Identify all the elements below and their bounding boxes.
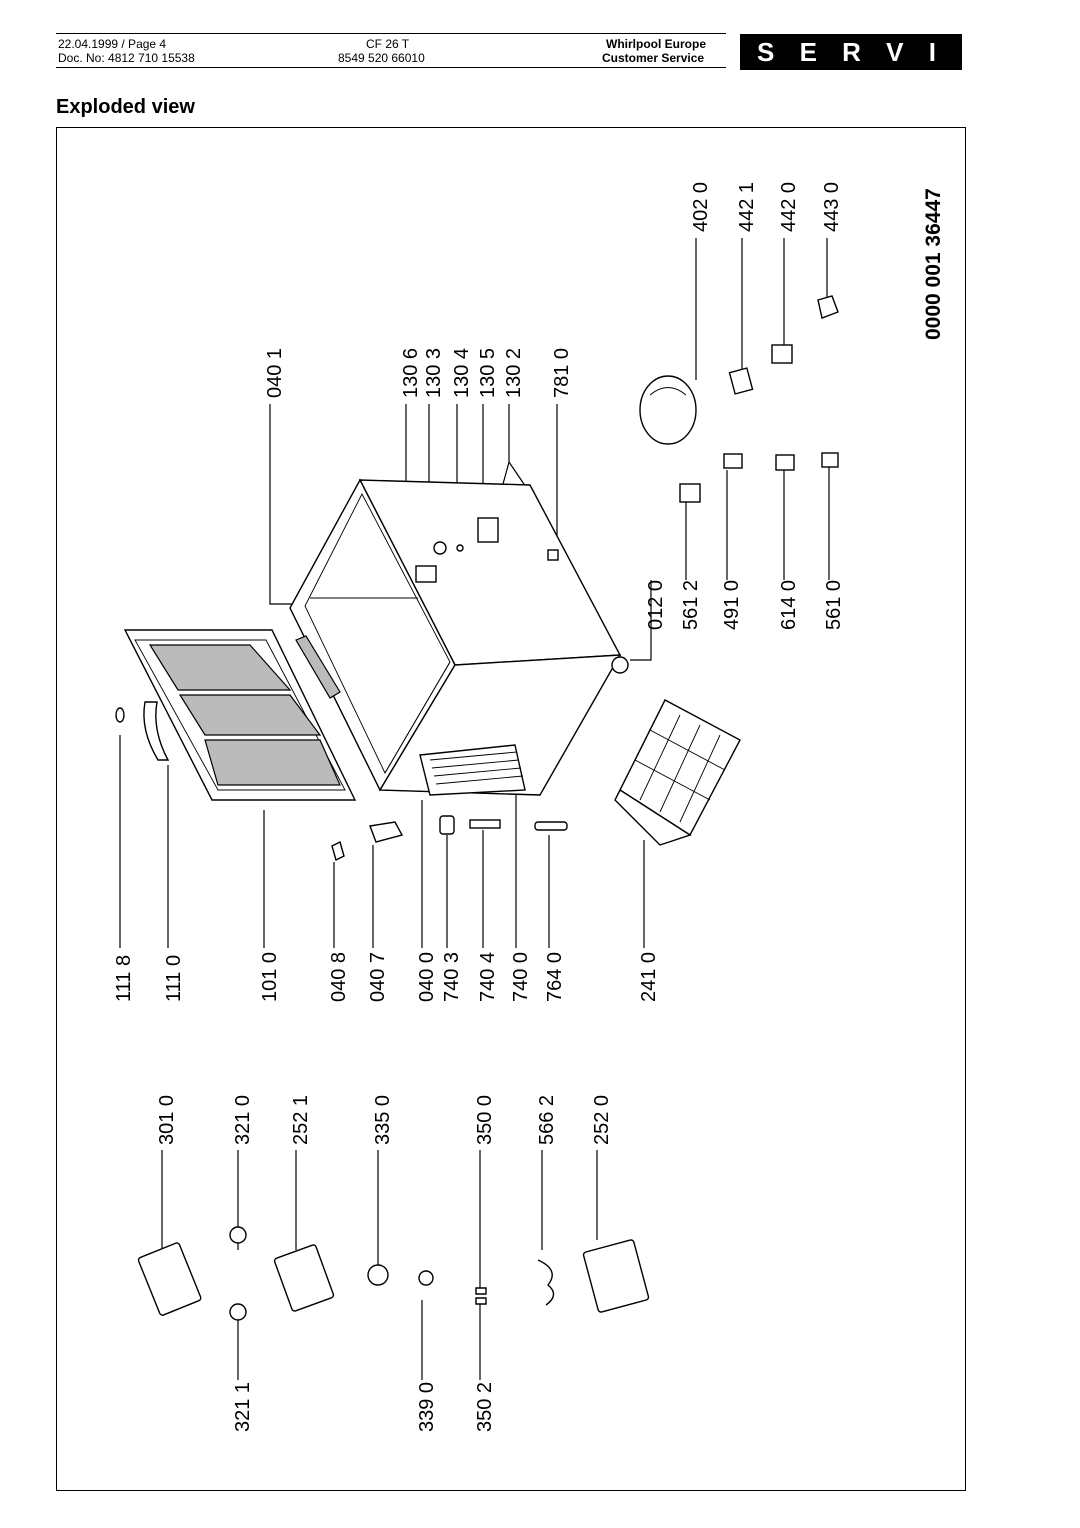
label-443-0: 443 0 <box>821 181 843 232</box>
page-title: Exploded view <box>56 96 195 118</box>
header-department: Customer Service <box>602 51 705 65</box>
label-252-1: 252 1 <box>290 1094 312 1145</box>
label-561-0: 561 0 <box>823 579 845 630</box>
clip-part <box>332 842 344 860</box>
service-banner: S E R V I C E <box>740 34 962 70</box>
header-doc-no: Doc. No: 4812 710 15538 <box>58 51 195 65</box>
header-model-code: 8549 520 66010 <box>338 51 425 65</box>
freezer-cabinet <box>290 480 620 795</box>
labels-group-d <box>645 580 845 630</box>
coil-spring <box>538 1260 554 1305</box>
lamp-a <box>230 1227 246 1243</box>
label-252-0: 252 0 <box>591 1094 613 1145</box>
labels-group-c <box>264 348 573 398</box>
label-241-0: 241 0 <box>638 951 660 1002</box>
label-321-1: 321 1 <box>232 1381 254 1432</box>
thermostat-housing <box>138 1242 202 1316</box>
header-model: CF 26 T <box>366 37 410 51</box>
drain-fitting <box>612 657 628 673</box>
label-350-0: 350 0 <box>474 1094 496 1145</box>
label-740-3: 740 3 <box>441 951 463 1002</box>
label-130-5: 130 5 <box>477 347 499 398</box>
label-740-0: 740 0 <box>510 951 532 1002</box>
relay-cover <box>680 484 700 502</box>
label-111-8: 111 8 <box>113 954 135 1002</box>
bracket-part <box>470 820 500 828</box>
lid-knob <box>116 708 124 722</box>
labels-group-a <box>113 952 660 1002</box>
label-130-6: 130 6 <box>400 347 422 398</box>
label-402-0: 402 0 <box>690 181 712 232</box>
label-130-3: 130 3 <box>423 347 445 398</box>
label-101-0: 101 0 <box>259 951 281 1002</box>
drain-plug <box>440 816 454 834</box>
label-040-8: 040 8 <box>328 951 350 1002</box>
lamp-b <box>230 1304 246 1320</box>
label-040-7: 040 7 <box>367 951 389 1002</box>
starter-relay <box>583 1239 649 1312</box>
label-339-0: 339 0 <box>416 1381 438 1432</box>
label-566-2: 566 2 <box>536 1094 558 1145</box>
label-781-0: 781 0 <box>551 347 573 398</box>
label-040-1: 040 1 <box>264 347 286 398</box>
label-301-0: 301 0 <box>156 1094 178 1145</box>
header-company: Whirlpool Europe <box>606 37 706 51</box>
labels-group-e <box>690 182 843 232</box>
compressor-bracket <box>729 368 752 394</box>
label-561-2: 561 2 <box>680 579 702 630</box>
evap-part-a <box>416 566 436 582</box>
leader-lines <box>120 238 829 1380</box>
clamp-b <box>822 453 838 467</box>
label-012-0: 012 0 <box>645 579 667 630</box>
compressor <box>640 376 696 444</box>
fuse-b <box>476 1288 486 1294</box>
label-442-0: 442 0 <box>778 181 800 232</box>
label-335-0: 335 0 <box>372 1094 394 1145</box>
label-614-0: 614 0 <box>778 579 800 630</box>
label-130-4: 130 4 <box>451 347 473 398</box>
wire-basket <box>615 700 740 845</box>
relay-unit <box>274 1244 334 1312</box>
label-040-0: 040 0 <box>416 951 438 1002</box>
hinge-part <box>370 822 402 842</box>
evap-part-b <box>434 542 446 554</box>
label-442-1: 442 1 <box>736 181 758 232</box>
filter-drier <box>535 822 567 830</box>
header-date-page: 22.04.1999 / Page 4 <box>58 37 167 51</box>
clamp-a <box>776 455 794 470</box>
label-491-0: 491 0 <box>721 579 743 630</box>
label-350-2: 350 2 <box>474 1381 496 1432</box>
thermostat-knob <box>368 1265 388 1285</box>
label-740-4: 740 4 <box>477 951 499 1002</box>
evap-part-c <box>457 545 463 551</box>
evap-part-d <box>478 518 498 542</box>
drawing-number: 0000 001 36447 <box>922 188 945 340</box>
label-764-0: 764 0 <box>544 951 566 1002</box>
lid-handle <box>144 702 168 760</box>
fuse-a <box>476 1298 486 1304</box>
knob-shaft <box>419 1271 433 1285</box>
grommet <box>724 454 742 468</box>
label-plate <box>548 550 558 560</box>
label-321-0: 321 0 <box>232 1094 254 1145</box>
label-111-0: 111 0 <box>163 954 185 1002</box>
label-130-2: 130 2 <box>503 347 525 398</box>
overload-protector <box>818 296 838 318</box>
starter <box>772 345 792 363</box>
